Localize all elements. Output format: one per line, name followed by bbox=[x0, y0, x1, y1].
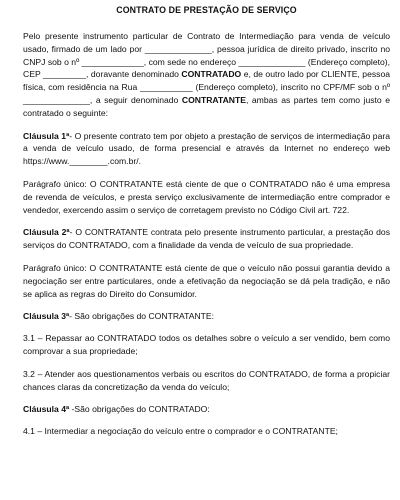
clause-2 bbox=[23, 226, 390, 252]
clause-1-single-paragraph: Parágrafo único: O CONTRATANTE está ciente de que o CONTRATADO não é uma empresa de revenda de veículos, e presta serviço exclusivamente de intermediação entre comprador e vendedor, exercendo assim o serviço de corretagem previsto no Código Civil art. 722. bbox=[23, 178, 390, 215]
contratado-term: CONTRATADO bbox=[181, 69, 242, 80]
clause-2-label: Cláusula 2ª bbox=[23, 227, 70, 238]
clause-3 bbox=[23, 310, 390, 323]
blank-cep: _________ bbox=[43, 69, 87, 80]
clause-3-text: - São obrigações do CONTRATANTE: bbox=[69, 311, 215, 322]
clause-3-label: Cláusula 3ª bbox=[23, 311, 70, 322]
item-3-2: 3.2 – Atender aos questionamentos verbais ou escritos do CONTRATADO, de forma a propiciar chances claras da concretização da venda do veículo; bbox=[23, 368, 390, 392]
item-3-1: 3.1 – Repassar ao CONTRATADO todos os detalhes sobre o veículo a ser vendido, bem como comprovar a sua propriedade; bbox=[23, 333, 390, 356]
blank-address: ______________ bbox=[238, 56, 306, 67]
clause-4-text: -São obrigações do CONTRATADO: bbox=[69, 404, 210, 415]
clause-1-label: Cláusula 1ª bbox=[23, 130, 70, 141]
blank-cpf: ______________ bbox=[23, 94, 90, 105]
item-4-1: 4.1 – Intermediar a negociação do veículo entre o comprador e o CONTRATANTE; bbox=[23, 426, 338, 437]
clause-1-text: - O presente contrato tem por objeto a prestação de serviços de intermediação para a venda de veículo usado, de forma presencial e através da Internet no endereço web https://www.________.com.br/. bbox=[23, 130, 391, 167]
preamble-text: , pessoa jurídica de direito privado, inscrito no CNPJ sob o nº bbox=[23, 43, 390, 67]
preamble-text: (Endereço completo), CEP bbox=[23, 56, 391, 80]
clause-4-label: Cláusula 4ª bbox=[23, 404, 70, 415]
blank-contratado-name: ______________ bbox=[144, 43, 212, 54]
document-title: CONTRATO DE PRESTAÇÃO DE SERVIÇO bbox=[116, 5, 297, 15]
contratante-term: CONTRATANTE bbox=[181, 94, 246, 105]
clause-2-single-paragraph: Parágrafo único: O CONTRATANTE está ciente de que o veículo não possui garantia devido a negociação ser entre particulares, onde a efetivação da negociação se dá pela tradição, e não se aplica as regras do Direito do Consumidor. bbox=[23, 262, 390, 299]
blank-street: ___________ bbox=[140, 82, 193, 93]
clause-4 bbox=[23, 403, 390, 416]
preamble-text: , com sede no endereço bbox=[143, 56, 239, 67]
preamble-text: e, de outro lado por CLIENTE, pessoa física, com residência na Rua bbox=[23, 69, 391, 93]
preamble-text: , ambas as partes tem como justo e contratado o seguinte: bbox=[23, 94, 390, 118]
preamble-text: (Endereço completo), inscrito no CPF/MF sob o nº bbox=[192, 82, 391, 93]
preamble-text: , a seguir denominado bbox=[89, 94, 182, 105]
preamble-text: , doravante denominado bbox=[86, 69, 182, 80]
preamble-text: Pelo presente instrumento particular de Contrato de Intermediação para venda de veículo usado, firmado de um lado por bbox=[23, 31, 390, 54]
blank-cnpj: _____________ bbox=[81, 56, 144, 67]
clause-2-text: - O CONTRATANTE contrata pelo presente instrumento particular, a prestação dos serviços do CONTRATADO, com a finalidade da venda de veículo de sua propriedade. bbox=[23, 227, 391, 251]
clause-1 bbox=[23, 130, 390, 168]
document-body bbox=[23, 30, 390, 438]
preamble-paragraph bbox=[23, 30, 390, 120]
